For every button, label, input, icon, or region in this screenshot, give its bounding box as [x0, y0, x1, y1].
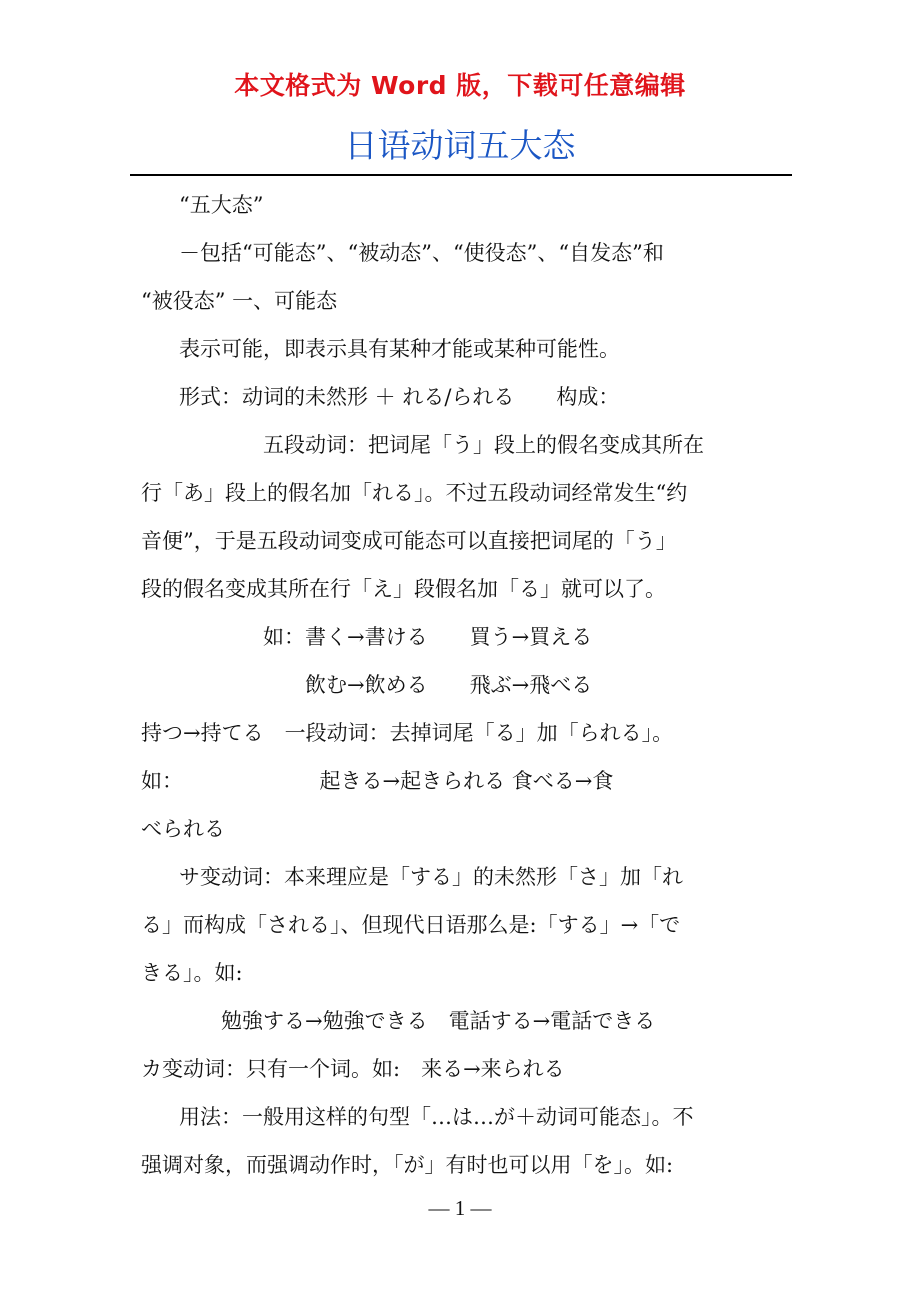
document-title: 日语动词五大态 — [344, 126, 576, 165]
text-line: 用法：一般用这样的句型「…は…が＋动词可能态」。不 — [179, 1105, 694, 1129]
text-line: 形式：动词的未然形 ＋ れる/られる 构成： — [179, 385, 620, 409]
text-line: 勉強する→勉強できる 電話する→電話できる — [179, 1009, 656, 1033]
text-line: －包括“可能态”、“被动态”、“使役态”、“自发态”和 — [179, 241, 664, 265]
text-line: “被役态” 一、可能态 — [141, 289, 338, 313]
text-line: 持つ→持てる 一段动词：去掉词尾「る」加「られる」。 — [141, 721, 674, 745]
text-line: べられる — [141, 817, 225, 841]
text-line: “五大态” — [179, 193, 264, 217]
download-notice-banner: 本文格式为 Word 版，下载可任意编辑 — [234, 71, 686, 100]
text-line: 强调对象，而强调动作时，「が」有时也可以用「を」。如: — [141, 1153, 674, 1177]
text-line: 段的假名变成其所在行「え」段假名加「る」就可以了。 — [141, 577, 666, 601]
text-line: カ变动词：只有一个词。如: 来る→来られる — [141, 1057, 565, 1081]
text-line: 五段动词：把词尾「う」段上的假名变成其所在 — [179, 433, 704, 457]
text-line: きる」。如: — [141, 961, 243, 985]
text-line: 如： 起きる→起きられる 食べる→食 — [141, 769, 614, 793]
text-line: る」而构成「される」、但现代日语那么是:「する」→「で — [141, 913, 681, 937]
text-line: 表示可能，即表示具有某种才能或某种可能性。 — [179, 337, 620, 361]
page-number: — 1 — — [428, 1196, 492, 1220]
text-line: 音便”，于是五段动词变成可能态可以直接把词尾的「う」 — [141, 529, 677, 553]
text-line: サ变动词：本来理应是「する」的未然形「さ」加「れ — [179, 865, 683, 889]
title-divider — [130, 174, 792, 176]
text-line: 飲む→飲める 飛ぶ→飛べる — [179, 673, 593, 697]
text-line: 行「あ」段上的假名加「れる」。不过五段动词经常发生“约 — [141, 481, 688, 505]
document-body — [141, 181, 792, 1189]
text-line: 如：書く→書ける 買う→買える — [179, 625, 593, 649]
